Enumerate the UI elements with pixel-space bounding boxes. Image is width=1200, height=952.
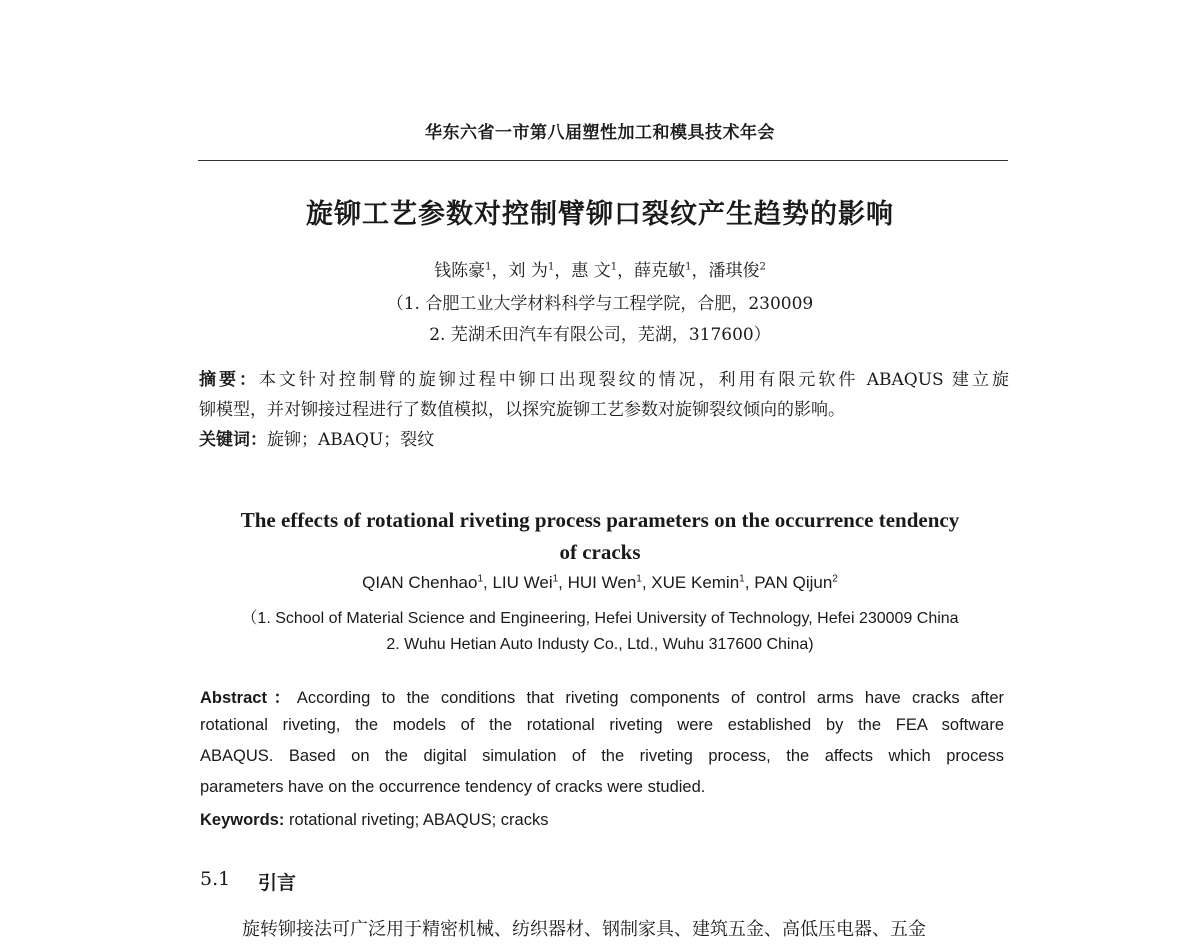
english-affiliation-1: （1. School of Material Science and Engineering, Hefei University of Technology, Hefei 230009 China xyxy=(241,610,959,627)
conference-header: 华东六省一市第八届塑性加工和模具技术年会 xyxy=(425,123,775,143)
author-sup: 2 xyxy=(759,261,766,273)
chinese-affiliation-2: 2. 芜湖禾田汽车有限公司，芜湖，317600） xyxy=(429,325,771,345)
author-name: 薛克敏 xyxy=(634,261,686,281)
author-sup: 1 xyxy=(477,573,483,585)
author-sup: 1 xyxy=(685,261,692,273)
chinese-title: 旋铆工艺参数对控制臂铆口裂纹产生趋势的影响 xyxy=(306,199,894,230)
author-name: 惠 文 xyxy=(571,261,611,281)
author-separator: ， xyxy=(691,261,709,281)
chinese-abstract-line-2: 铆模型，并对铆接过程进行了数值模拟，以探究旋铆工艺参数对旋铆裂纹倾向的影响。 xyxy=(199,400,845,420)
author-separator: , xyxy=(558,573,568,592)
chinese-abstract-line-1 xyxy=(199,365,1009,395)
chinese-keywords-text: 旋铆；ABAQU；裂纹 xyxy=(267,430,435,450)
author-sup: 1 xyxy=(610,261,618,273)
author-sup: 1 xyxy=(552,573,559,585)
author-name: 钱陈豪 xyxy=(434,261,486,281)
english-keywords-label: Keywords: xyxy=(200,811,285,829)
chinese-abstract-text: 本文针对控制臂的旋铆过程中铆口出现裂纹的情况，利用有限元软件 ABAQUS 建立旋 xyxy=(258,370,1010,390)
author-sup: 2 xyxy=(832,573,838,585)
intro-paragraph: 旋转铆接法可广泛用于精密机械、纺织器材、钢制家具、建筑五金、高低压电器、五金 xyxy=(242,919,926,940)
chinese-affiliation-1: （1. 合肥工业大学材料科学与工程学院，合肥，230009 xyxy=(386,294,814,314)
author-separator: , xyxy=(483,573,493,592)
english-title-line-2: of cracks xyxy=(559,540,641,564)
author-sup: 1 xyxy=(485,261,492,273)
english-title-line-1: The effects of rotational riveting process parameters on the occurrence tendency xyxy=(240,508,960,532)
chinese-authors xyxy=(0,256,1200,281)
english-keywords xyxy=(200,811,1004,830)
section-number: 5.1 xyxy=(200,868,231,890)
english-abstract-text: According to the conditions that riveting components of control arms have cracks after xyxy=(296,689,1004,707)
author-name: HUI Wen xyxy=(567,573,637,592)
author-name: 潘琪俊 xyxy=(708,261,760,281)
author-separator: ， xyxy=(617,261,635,281)
author-sup: 1 xyxy=(547,261,555,273)
author-name: XUE Kemin xyxy=(651,573,740,592)
english-abstract-colon: ： xyxy=(266,689,297,707)
english-abstract-line-3: ABAQUS. Based on the digital simulation of the riveting process, the affects which process xyxy=(200,747,1004,765)
author-separator: ， xyxy=(554,261,572,281)
section-title: 引言 xyxy=(258,872,297,894)
english-abstract-line-4: parameters have on the occurrence tendency of cracks were studied. xyxy=(200,778,706,796)
english-abstract-line-2: rotational riveting, the models of the rotational riveting were established by the FEA software xyxy=(200,716,1004,734)
author-sup: 1 xyxy=(739,573,745,585)
author-separator: , xyxy=(744,573,755,592)
author-separator: , xyxy=(641,573,652,592)
author-name: QIAN Chenhao xyxy=(362,573,478,592)
english-authors xyxy=(0,573,1200,593)
chinese-keywords xyxy=(199,425,1009,455)
header-rule xyxy=(198,160,1008,161)
chinese-abstract-label: 摘要： xyxy=(199,370,259,390)
author-name: LIU Wei xyxy=(492,573,553,592)
english-abstract-label: Abstract xyxy=(200,689,267,707)
author-separator: ， xyxy=(491,261,509,281)
author-sup: 1 xyxy=(636,573,642,585)
chinese-keywords-label: 关键词： xyxy=(199,430,267,450)
english-abstract-line-1 xyxy=(200,684,1004,708)
author-name: 刘 为 xyxy=(508,261,548,281)
english-keywords-text: rotational riveting; ABAQUS; cracks xyxy=(284,811,549,829)
author-name: PAN Qijun xyxy=(754,573,833,592)
english-affiliation-2: 2. Wuhu Hetian Auto Industy Co., Ltd., Wuhu 317600 China) xyxy=(386,636,814,653)
